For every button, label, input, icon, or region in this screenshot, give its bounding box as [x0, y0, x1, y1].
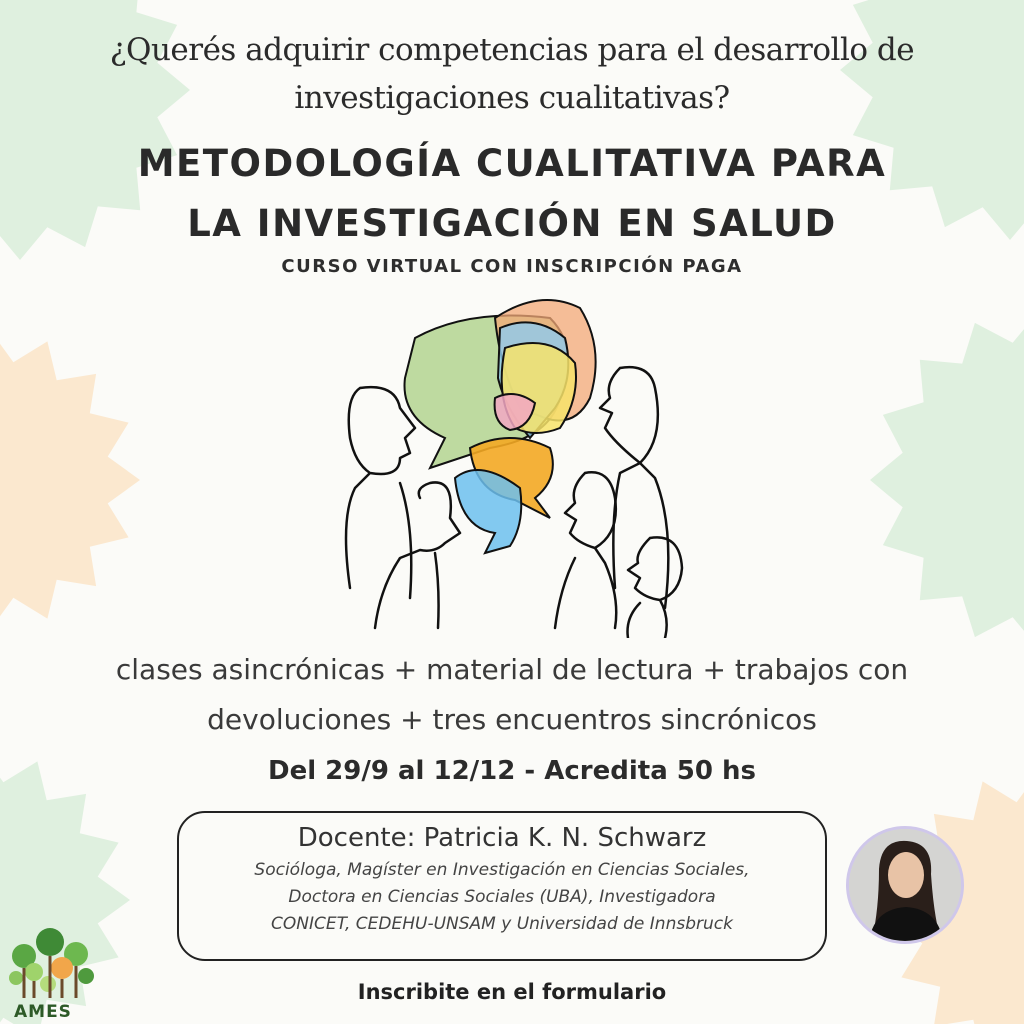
bio-line-3: CONICET, CEDEHU-UNSAM y Universidad de Innsbruck	[271, 914, 733, 934]
portrait-icon	[849, 829, 961, 941]
signup-cta[interactable]: Inscribite en el formulario	[357, 980, 667, 1004]
title-line-2: LA INVESTIGACIÓN EN SALUD	[187, 202, 837, 245]
intro-question	[0, 26, 1024, 122]
title-line-1: METODOLOGÍA CUALITATIVA PARA	[137, 142, 887, 185]
starburst-mid-right	[870, 310, 1024, 650]
person-left	[346, 387, 415, 598]
logo-text: AMES	[14, 1002, 72, 1022]
course-subtitle: CURSO VIRTUAL CON INSCRIPCIÓN PAGA	[281, 256, 743, 277]
docente-box	[177, 811, 827, 961]
features-line-1: clases asincrónicas + material de lectura + trabajos con	[115, 653, 909, 686]
docente-bio	[179, 857, 825, 938]
bio-line-1: Socióloga, Magíster en Investigación en Ciencias Sociales,	[254, 860, 750, 880]
person-center-right	[555, 472, 616, 628]
course-dates: Del 29/9 al 12/12 - Acredita 50 hs	[267, 756, 757, 786]
person-right	[600, 367, 668, 608]
question-line-2: investigaciones cualitativas?	[294, 80, 730, 116]
people-talking-illustration	[320, 288, 700, 638]
course-features	[0, 645, 1024, 745]
docente-name: Docente: Patricia K. N. Schwarz	[297, 823, 707, 853]
person-far-right	[628, 537, 683, 638]
features-line-2: devoluciones + tres encuentros sincrónicos	[207, 703, 817, 736]
starburst-mid-left	[0, 330, 140, 630]
bio-line-2: Doctora en Ciencias Sociales (UBA), Investigadora	[288, 887, 716, 907]
question-line-1: ¿Querés adquirir competencias para el desarrollo de	[109, 32, 915, 68]
instructor-photo	[846, 826, 964, 944]
bubble-light-blue	[455, 470, 521, 553]
person-center-left	[375, 482, 460, 628]
course-title	[0, 134, 1024, 254]
